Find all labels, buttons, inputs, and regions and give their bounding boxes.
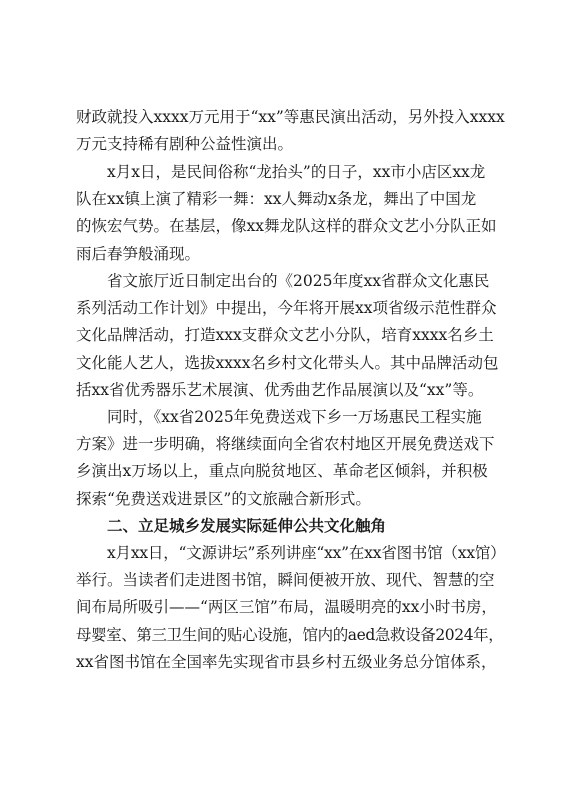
text-line: 系列活动工作计划》中提出，今年将开展xx项省级示范性群众 (76, 299, 497, 318)
text-line: 财政就投入xxxx万元用于“xx”等惠民演出活动，另外投入xxxx (76, 108, 505, 126)
text-line: 雨后春笋般涌现。 (76, 244, 201, 263)
text-line: 同时，《xx省2025年免费送戏下乡一万场惠民工程实施 (107, 408, 482, 426)
text-line: 万元支持稀有剧种公益性演出。 (76, 135, 294, 154)
text-line: 文化品牌活动，打造xxx支群众文艺小分队，培育xxxx名乡土 (76, 326, 494, 345)
text-line: 省文旅厅近日制定出台的《2025年度xx省群众文化惠民 (107, 272, 490, 290)
text-line: x月xx日，“文源讲坛”系列讲座“xx”在xx省图书馆（xx馆） (107, 544, 506, 562)
text-line: 举行。当读者们走进图书馆，瞬间便被开放、现代、智慧的空 (76, 571, 495, 590)
text-line: 探索“免费送戏进景区”的文旅融合新形式。 (76, 489, 371, 508)
paragraph-work-plan (76, 268, 506, 404)
text-line: 方案》进一步明确，将继续面向全省农村地区开展免费送戏下 (76, 435, 495, 454)
text-line: 队在xx镇上演了精彩一舞：xx人舞动x条龙，舞出了中国龙 (76, 190, 477, 209)
text-line: 的恢宏气势。在基层，像xx舞龙队这样的群众文艺小分队正如 (76, 217, 497, 236)
text-line: 间布局所吸引——“两区三馆”布局，温暖明亮的xx小时书房， (76, 598, 497, 617)
paragraph-free-opera (76, 404, 506, 513)
text-line: 文化能人艺人，选拔xxxx名乡村文化带头人。其中品牌活动包 (76, 353, 499, 372)
section-heading: 二、立足城乡发展实际延伸公共文化触角 (107, 516, 387, 535)
paragraph-dragon-dance (76, 159, 506, 268)
text-line: 乡演出x万场以上，重点向脱贫地区、革命老区倾斜，并积极 (76, 462, 488, 481)
paragraph-continued (76, 104, 506, 158)
text-line: 母婴室、第三卫生间的贴心设施，馆内的aed急救设备2024年， (76, 625, 504, 644)
text-line: xx省图书馆在全国率先实现省市县乡村五级业务总分馆体系， (76, 652, 497, 671)
paragraph-library (76, 540, 506, 676)
text-line: 括xx省优秀器乐艺术展演、优秀曲艺作品展演以及“xx”等。 (76, 380, 484, 399)
text-line: x月x日，是民间俗称“龙抬头”的日子，xx市小店区xx龙 (107, 163, 486, 181)
